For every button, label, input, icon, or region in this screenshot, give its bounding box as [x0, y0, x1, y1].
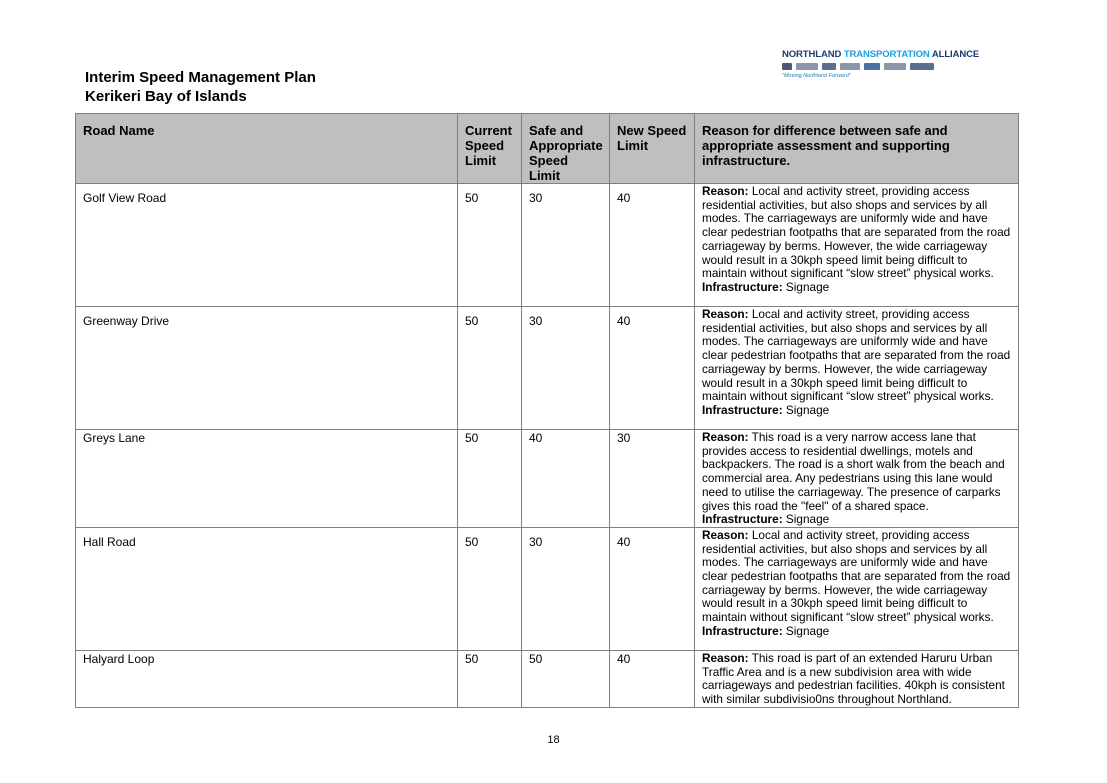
- reason-label: Reason:: [702, 307, 749, 321]
- reason-text: Local and activity street, providing access residential activities, but also shops and services by all modes. The carriageways are uniformly wide and have clear pedestrian footpaths that are separated from the road carriageway by berms. However, the wide carriageway would result in a 30kph speed limit being difficult to maintain without significant “slow street” physical works.: [702, 307, 1011, 404]
- new-speed-cell: 30: [610, 430, 695, 528]
- column-header-reason: Reason for difference between safe and appropriate assessment and supporting infrastructure.: [695, 114, 1019, 184]
- reason-label: Reason:: [702, 184, 749, 198]
- table-row: [76, 184, 1019, 307]
- infrastructure-text: Signage: [785, 512, 830, 527]
- column-header-current-speed: Current Speed Limit: [458, 114, 522, 184]
- road-name-cell: Greenway Drive: [76, 307, 458, 430]
- speed-limit-table: [75, 113, 1019, 708]
- safe-speed-cell: 40: [522, 430, 610, 528]
- current-speed-cell: 50: [458, 307, 522, 430]
- infrastructure-label: Infrastructure:: [702, 623, 783, 638]
- title-line-1: Interim Speed Management Plan: [85, 69, 316, 86]
- northland-transportation-alliance-logo: [782, 49, 980, 79]
- infrastructure-label: Infrastructure:: [702, 512, 783, 527]
- partner-logos-strip: [782, 62, 952, 71]
- logo-wordmark: [782, 49, 980, 60]
- reason-label: Reason:: [702, 527, 749, 542]
- road-name-cell: Halyard Loop: [76, 650, 458, 707]
- reason-text: This road is part of an extended Haruru Urban Traffic Area and is a new subdivision area with wide carriageways and pedestrian facilities. 40kph is consistent with similar subdivisio0ns throughout Northland.: [702, 650, 1005, 707]
- safe-speed-cell: 50: [522, 650, 610, 707]
- column-header-road-name: Road Name: [76, 114, 458, 184]
- reason-cell: [695, 184, 1019, 307]
- reason-cell: [695, 307, 1019, 430]
- table-row: [76, 430, 1019, 528]
- safe-speed-cell: 30: [522, 184, 610, 307]
- reason-text: Local and activity street, providing access residential activities, but also shops and services by all modes. The carriageways are uniformly wide and have clear pedestrian footpaths that are separated from the road carriageway by berms. However, the wide carriageway would result in a 30kph speed limit being difficult to maintain without significant “slow street” physical works.: [702, 527, 1011, 625]
- infrastructure-text: Signage: [785, 279, 830, 294]
- new-speed-cell: 40: [610, 650, 695, 707]
- reason-text: Local and activity street, providing access residential activities, but also shops and services by all modes. The carriageways are uniformly wide and have clear pedestrian footpaths that are separated from the road carriageway by berms. However, the wide carriageway would result in a 30kph speed limit being difficult to maintain without significant “slow street” physical works.: [702, 184, 1011, 281]
- infrastructure-text: Signage: [785, 623, 830, 638]
- column-header-safe-speed: Safe and Appropriate Speed Limit: [522, 114, 610, 184]
- reason-text: This road is a very narrow access lane that provides access to residential dwellings, motels and backpackers. The road is a short walk from the beach and commercial area. Any pedestrians using this lane would need to utilise the carriageway. The presence of carparks gives this road the "feel" of a shared space.: [702, 430, 1005, 513]
- road-name-cell: Hall Road: [76, 527, 458, 650]
- logo-tagline: "Moving Northland Forward": [782, 73, 851, 79]
- table-row: [76, 307, 1019, 430]
- infrastructure-label: Infrastructure:: [702, 279, 783, 294]
- column-header-new-speed: New Speed Limit: [610, 114, 695, 184]
- current-speed-cell: 50: [458, 650, 522, 707]
- document-title: [85, 68, 316, 106]
- logo-word-1: NORTHLAND: [782, 49, 842, 60]
- road-name-cell: Greys Lane: [76, 430, 458, 528]
- new-speed-cell: 40: [610, 307, 695, 430]
- reason-label: Reason:: [702, 650, 749, 665]
- table-row: [76, 650, 1019, 707]
- reason-cell: [695, 650, 1019, 707]
- title-line-2: Kerikeri Bay of Islands: [85, 88, 247, 105]
- reason-cell: [695, 430, 1019, 528]
- infrastructure-text: Signage: [785, 402, 830, 417]
- infrastructure-label: Infrastructure:: [702, 402, 783, 417]
- reason-label: Reason:: [702, 430, 749, 444]
- road-name-cell: Golf View Road: [76, 184, 458, 307]
- safe-speed-cell: 30: [522, 307, 610, 430]
- current-speed-cell: 50: [458, 184, 522, 307]
- table-row: [76, 527, 1019, 650]
- current-speed-cell: 50: [458, 527, 522, 650]
- table-header-row: [76, 114, 1019, 184]
- page-number: 18: [547, 734, 560, 746]
- logo-word-2: TRANSPORTATION: [843, 49, 930, 60]
- logo-word-3: ALLIANCE: [931, 49, 980, 60]
- new-speed-cell: 40: [610, 527, 695, 650]
- current-speed-cell: 50: [458, 430, 522, 528]
- safe-speed-cell: 30: [522, 527, 610, 650]
- reason-cell: [695, 527, 1019, 650]
- new-speed-cell: 40: [610, 184, 695, 307]
